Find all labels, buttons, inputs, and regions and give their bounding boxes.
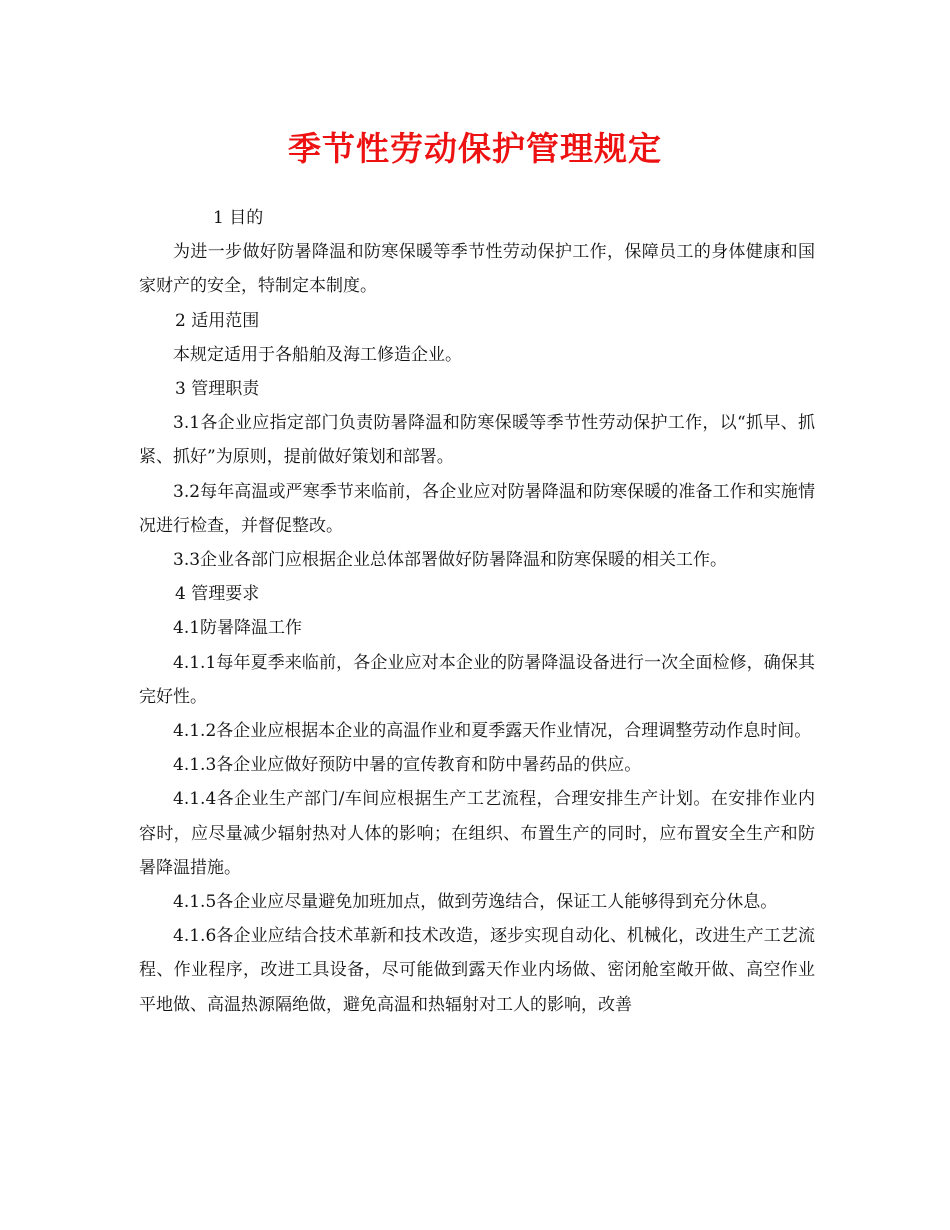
document-title: 季节性劳动保护管理规定 bbox=[288, 129, 662, 168]
section-heading-purpose: 1 目的 bbox=[213, 208, 264, 228]
paragraph: 本规定适用于各船舶及海工修造企业。 bbox=[173, 344, 462, 365]
paragraph: 4.1.1每年夏季来临前，各企业应对本企业的防暑降温设备进行一次全面检修，确保其完好性。 bbox=[139, 652, 815, 707]
paragraph: 3.3企业各部门应根据企业总体部署做好防暑降温和防寒保暖的相关工作。 bbox=[173, 550, 728, 571]
paragraph: 4.1.6各企业应结合技术革新和技术改造，逐步实现自动化、机械化，改进生产工艺流程、作业程序，改进工具设备，尽可能做到露天作业内场做、密闭舱室敞开做、高空作业平地做、高温热源隔绝做，避免高温和热辐射对工人的影响，改善 bbox=[139, 926, 815, 1015]
document-body bbox=[139, 201, 815, 1022]
paragraph: 3.2每年高温或严寒季节来临前，各企业应对防暑降温和防寒保暖的准备工作和实施情况进行检查，并督促整改。 bbox=[139, 481, 815, 536]
section-heading-responsibilities: 3 管理职责 bbox=[175, 379, 260, 400]
paragraph: 4.1.3各企业应做好预防中暑的宣传教育和防中暑药品的供应。 bbox=[173, 755, 642, 776]
section-heading-requirements: 4 管理要求 bbox=[175, 584, 260, 605]
section-heading-scope: 2 适用范围 bbox=[175, 310, 260, 331]
subsection-heading: 4.1防暑降温工作 bbox=[173, 618, 303, 639]
paragraph: 4.1.4各企业生产部门/车间应根据生产工艺流程，合理安排生产计划。在安排作业内容时，应尽量减少辐射热对人体的影响；在组织、布置生产的同时，应布置安全生产和防暑降温措施。 bbox=[139, 789, 815, 878]
paragraph: 为进一步做好防暑降温和防寒保暖等季节性劳动保护工作，保障员工的身体健康和国家财产的安全，特制定本制度。 bbox=[139, 242, 815, 297]
paragraph: 4.1.5各企业应尽量避免加班加点，做到劳逸结合，保证工人能够得到充分休息。 bbox=[173, 892, 778, 913]
paragraph: 4.1.2各企业应根据本企业的高温作业和夏季露天作业情况，合理调整劳动作息时间。 bbox=[173, 721, 812, 742]
paragraph: 3.1各企业应指定部门负责防暑降温和防寒保暖等季节性劳动保护工作，以“抓早、抓紧、抓好”为原则，提前做好策划和部署。 bbox=[139, 413, 815, 468]
